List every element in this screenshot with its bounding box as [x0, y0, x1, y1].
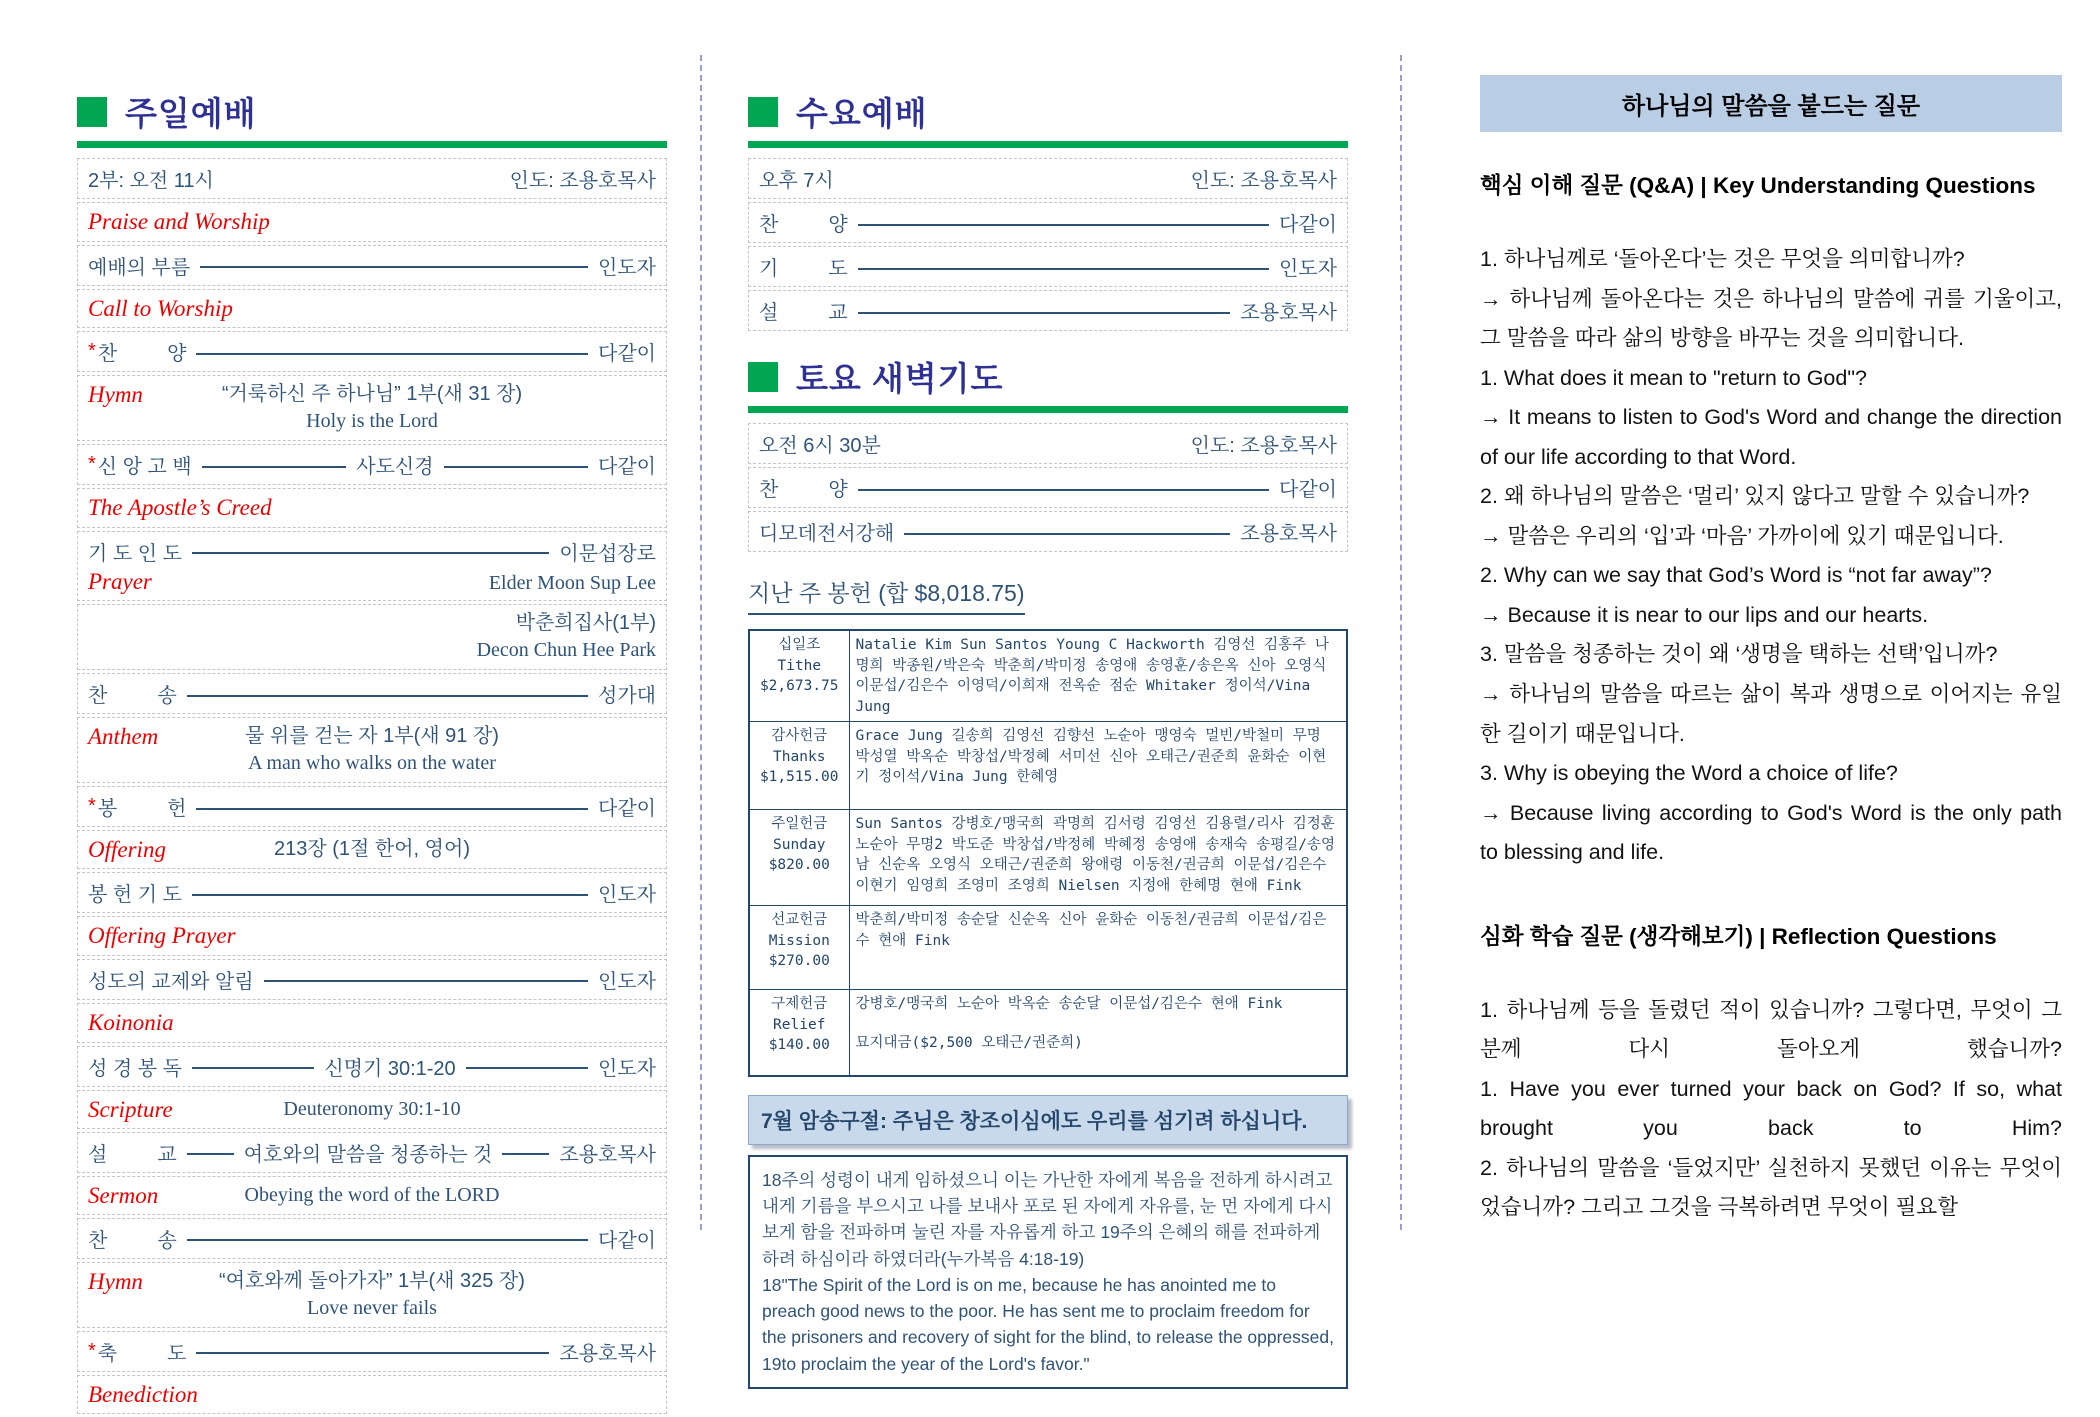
leader-line: [858, 312, 1231, 314]
last-week-offering-heading: 지난 주 봉헌 (합 $8,018.75): [748, 575, 1025, 615]
offering-names: Sun Santos 강병호/맹국희 곽명희 김서령 김영선 김용렬/리사 김정훈 노순아 무명2 박도준 박창섭/박정혜 박혜정 송영애 송재숙 송평길/송영남 신순옥 오영식 오태근/권준희 왕애령 이동천/권금희 이문섭/김은수 이현기 임영희 조영미 조영희 Nielsen 지정애 한혜명 현애 Fink: [855, 816, 1335, 895]
english-label: Offering Prayer: [88, 923, 236, 949]
offering-table-row: [749, 906, 1347, 990]
order-item-person: 다같이: [598, 456, 656, 479]
order-item-label: 봉 헌: [97, 798, 187, 821]
offering-table-row: [749, 630, 1347, 722]
green-underline: [748, 406, 1348, 413]
leader-line: [264, 980, 588, 982]
required-asterisk: *: [88, 1339, 96, 1362]
column-divider-right: [1400, 55, 1402, 1230]
order-item-person: 인도자: [598, 884, 656, 907]
key-understanding-questions: [1480, 240, 2062, 873]
order-item-person: 인도자: [598, 1057, 656, 1080]
order-item-label: 신 앙 고 백: [97, 456, 192, 479]
question-line: → 하나님의 말씀을 따르는 삶이 복과 생명으로 이어지는 유일한 길이기 때문입니다.: [1480, 682, 2062, 746]
required-asterisk: *: [88, 340, 96, 363]
english-label: Call to Worship: [88, 295, 233, 321]
order-row: [77, 1176, 667, 1215]
offering-amount: $1,515.00: [759, 769, 839, 786]
leader-line: [502, 1153, 549, 1155]
order-item-title: 물 위를 걷는 자 1부(새 91 장): [245, 725, 499, 748]
order-item-label: 성 경 봉 독: [88, 1057, 182, 1080]
order-item-person: 다같이: [598, 798, 656, 821]
order-item-label: 찬 양: [759, 214, 848, 236]
leader-line: [200, 266, 588, 268]
offering-type-english: Mission: [768, 932, 830, 949]
column-divider-left: [700, 55, 702, 1230]
order-item-title: “여호와께 돌아가자” 1부(새 325 장): [219, 1269, 525, 1292]
english-label: Benediction: [88, 1381, 198, 1407]
order-item-person: 인도자: [598, 970, 656, 993]
offering-names: Natalie Kim Sun Santos Young C Hackworth 김영선 김홍주 나명희 박종원/박은숙 박춘희/박미정 송영애 송영훈/송은옥 신아 오영식 이문섭/김은수 이영덕/이희재 전옥순 점순 Whitaker 정이석/Vina Jung: [855, 637, 1329, 715]
order-item-person: 조용호목사: [559, 1143, 656, 1166]
memory-verse-box: [748, 1155, 1348, 1389]
order-row: [77, 1090, 667, 1129]
order-item-person: 박춘희집사(1부): [515, 612, 656, 635]
green-square-icon: [748, 362, 778, 392]
order-row-line: [88, 568, 656, 596]
order-item-title: Obeying the word of the LORD: [244, 1183, 500, 1206]
english-label: Hymn: [88, 1268, 143, 1294]
order-item-label: 찬 송: [88, 1229, 177, 1252]
order-row: [77, 872, 667, 913]
english-label: Koinonia: [88, 1009, 174, 1035]
question-line: 2. 하나님의 말씀을 ‘들었지만’ 실천하지 못했던 이유는 무엇이었습니까? 그리고 그것을 극복하려면 무엇이 필요할: [1480, 1155, 2062, 1220]
leader-line: [192, 1067, 314, 1069]
english-label: Praise and Worship: [88, 209, 270, 234]
order-row: [77, 375, 667, 441]
order-row: [748, 467, 1348, 508]
order-item-person: 성가대: [598, 685, 656, 708]
order-item-label: 오후 7시: [759, 170, 834, 192]
order-item-person-english: Elder Moon Sup Lee: [488, 571, 656, 594]
question-line: 1. Have you ever turned your back on God? If so, what brought you back to Him?: [1480, 1076, 2062, 1141]
order-item-person: 다같이: [598, 343, 656, 366]
offering-type-korean: 주일헌금: [771, 816, 828, 833]
order-item-title: “거룩하신 주 하나님” 1부(새 31 장): [221, 383, 523, 406]
question-line: 3. 말씀을 청종하는 것이 왜 ‘생명을 택하는 선택’입니까?: [1480, 642, 1998, 667]
order-row: [77, 916, 667, 956]
leader-line: [192, 894, 588, 896]
order-row-line: [88, 537, 656, 566]
order-item-label: 설 교: [88, 1143, 177, 1166]
sunday-worship-title: 주일예배: [125, 95, 257, 132]
offering-table-row: [749, 722, 1347, 810]
order-item-label: 성도의 교제와 알림: [88, 970, 254, 993]
order-item-label: 예배의 부름: [88, 256, 191, 279]
saturday-dawn-prayer-title: 토요 새벽기도: [796, 360, 1004, 397]
order-row: [77, 488, 667, 528]
wednesday-worship-title: 수요예배: [796, 95, 928, 132]
order-item-label: 기 도: [759, 258, 848, 280]
question-line: 1. What does it mean to "return to God"?: [1480, 365, 1867, 390]
leader-line: [444, 466, 589, 468]
order-row: [77, 531, 667, 602]
offering-type-cell: [749, 906, 849, 990]
saturday-dawn-prayer-order: [748, 423, 1348, 552]
question-line: → Because it is near to our lips and our hearts.: [1480, 602, 1929, 627]
offering-names: 묘지대금($2,500 오태근/권준희): [855, 1034, 1083, 1051]
offering-type-cell: [749, 630, 849, 722]
offering-amount: $140.00: [768, 1037, 830, 1054]
order-row: [748, 158, 1348, 199]
question-line: 2. 왜 하나님의 말씀은 ‘멀리’ 있지 않다고 말할 수 있습니까?: [1480, 484, 2030, 509]
order-item-middle-text: 여호와의 말씀을 청종하는 것: [243, 1143, 493, 1166]
order-row: [77, 158, 667, 199]
order-item-title: 213장 (1절 한어, 영어): [274, 838, 470, 861]
memory-verse-header: 7월 암송구절: 주님은 창조이심에도 우리를 섬기려 하십니다.: [748, 1095, 1348, 1145]
questions-column-header: 하나님의 말씀을 붙드는 질문: [1480, 75, 2062, 132]
offering-type-korean: 선교헌금: [771, 912, 828, 929]
order-item-person: 인도: 조용호목사: [1190, 435, 1337, 457]
english-label: Sermon: [88, 1182, 159, 1208]
order-item-label: 오전 6시 30분: [759, 435, 881, 457]
questions-column: [1480, 75, 2062, 1228]
order-row: [77, 1132, 667, 1173]
order-item-person: 인도자: [598, 256, 656, 279]
sunday-worship-column: [77, 88, 667, 1417]
wednesday-worship-header: [748, 88, 1348, 135]
leader-line: [858, 489, 1269, 491]
offering-type-cell: [749, 990, 849, 1076]
order-item-person: 인도: 조용호목사: [1190, 170, 1337, 192]
order-row: [748, 511, 1348, 552]
offering-amount: $820.00: [768, 857, 830, 874]
offering-type-english: Sunday: [773, 836, 826, 853]
offering-table: [748, 629, 1348, 1077]
offering-type-english: Relief: [773, 1016, 826, 1033]
order-item-person: 인도: 조용호목사: [509, 170, 656, 192]
order-item-label: 축 도: [97, 1342, 187, 1365]
question-line: → Because living according to God's Word is the only path to blessing and life.: [1480, 800, 2062, 865]
offering-table-body: [749, 630, 1347, 1076]
order-row: [77, 1046, 667, 1087]
leader-line: [187, 695, 588, 697]
offering-names-cell: [849, 906, 1347, 990]
offering-type-cell: [749, 722, 849, 810]
offering-table-row: [749, 990, 1347, 1076]
order-item-person: 다같이: [1279, 214, 1337, 236]
order-row: [748, 423, 1348, 464]
order-item-label: 찬 양: [97, 343, 187, 366]
order-row: [77, 604, 667, 670]
order-item-title: Deuteronomy 30:1-10: [283, 1097, 461, 1120]
order-row: [77, 1003, 667, 1043]
order-item-label: 찬 양: [759, 479, 848, 501]
leader-line: [187, 1153, 234, 1155]
leader-line: [196, 808, 588, 810]
order-item-label: 디모데전서강해: [759, 523, 895, 545]
order-item-person: 다같이: [598, 1229, 656, 1252]
middle-column: [748, 88, 1348, 1389]
english-label: The Apostle’s Creed: [88, 495, 272, 521]
order-item-label: 봉 헌 기 도: [88, 884, 182, 907]
memory-verse-english: 18"The Spirit of the Lord is on me, because he has anointed me to preach good news to the poor. He has sent me to proclaim freedom for the prisoners and recovery of sight for the blind, to release the oppressed, 19to proclaim the year of the Lord's favor.": [762, 1274, 1334, 1374]
english-label: Offering: [88, 837, 166, 863]
offering-names-cell: [849, 630, 1347, 722]
order-item-person: 조용호목사: [1240, 302, 1337, 324]
order-row: [748, 202, 1348, 243]
order-item-middle-text: 사도신경: [356, 456, 434, 479]
order-item-person: 조용호목사: [1240, 523, 1337, 545]
offering-type-english: Thanks: [773, 748, 826, 765]
order-item-label: 2부: 오전 11시: [88, 170, 214, 192]
green-underline: [748, 141, 1348, 148]
order-item-person: 인도자: [1279, 258, 1337, 280]
question-line: 3. Why is obeying the Word a choice of life?: [1480, 761, 1898, 786]
leader-line: [858, 268, 1269, 270]
order-item-title: A man who walks on the water: [248, 752, 496, 775]
order-row: [77, 1218, 667, 1259]
order-item-person: 조용호목사: [559, 1342, 656, 1365]
offering-table-row: [749, 810, 1347, 906]
required-asterisk: *: [88, 795, 96, 818]
english-label: Anthem: [88, 724, 159, 750]
order-item-label: 설 교: [759, 302, 848, 324]
order-item-person: 이문섭장로: [559, 542, 656, 565]
offering-type-korean: 감사헌금: [771, 728, 828, 745]
order-item-label: 기 도 인 도: [88, 542, 182, 565]
reflection-heading: 심화 학습 질문 (생각해보기) | Reflection Questions: [1480, 923, 1997, 949]
order-row: [77, 830, 667, 869]
order-row: [77, 202, 667, 242]
order-item-middle-text: 신명기 30:1-20: [324, 1057, 456, 1080]
order-item-title: Holy is the Lord: [306, 410, 438, 433]
sunday-worship-order: [77, 158, 667, 1414]
order-row: [77, 673, 667, 714]
order-row: [77, 289, 667, 329]
offering-names-cell: [849, 722, 1347, 810]
key-understanding-heading: 핵심 이해 질문 (Q&A) | Key Understanding Questions: [1480, 173, 2036, 198]
leader-line: [187, 1239, 588, 1241]
order-row: [748, 290, 1348, 331]
leader-line: [466, 1067, 588, 1069]
question-line: 1. 하나님께로 ‘돌아온다’는 것은 무엇을 의미합니까?: [1480, 247, 1965, 271]
offering-type-english: Tithe: [777, 657, 822, 674]
leader-line: [196, 1352, 549, 1354]
order-row: [77, 1375, 667, 1415]
green-underline: [77, 141, 667, 148]
leader-line: [858, 224, 1269, 226]
order-item-person: 다같이: [1279, 479, 1337, 501]
order-row: [77, 1331, 667, 1372]
question-line: → 하나님께 돌아온다는 것은 하나님의 말씀에 귀를 기울이고, 그 말씀을 따라 삶의 방향을 바꾸는 것을 의미합니다.: [1480, 286, 2062, 351]
leader-line: [196, 353, 588, 355]
offering-type-korean: 십일조: [778, 637, 821, 653]
order-item-title: Love never fails: [307, 1296, 437, 1319]
offering-names-cell: [849, 990, 1347, 1076]
reflection-questions: [1480, 991, 2062, 1228]
offering-names: 강병호/맹국희 노순아 박옥순 송순달 이문섭/김은수 현애 Fink: [855, 996, 1283, 1013]
leader-line: [192, 552, 549, 554]
leader-line: [904, 533, 1230, 535]
offering-names-cell: [849, 810, 1347, 906]
offering-amount: $270.00: [768, 953, 830, 970]
memory-verse-korean: 18주의 성령이 내게 임하셨으니 이는 가난한 자에게 복음을 전하게 하시려고 내게 기름을 부으시고 나를 보내사 포로 된 자에게 자유를, 눈 먼 자에게 다시 보게 함을 전파하며 눌린 자를 자유롭게 하고 19주의 은혜의 해를 전파하게 하려 하심이라 하였더라(누가복음 4:18-19): [762, 1169, 1333, 1269]
english-label: Scripture: [88, 1096, 173, 1122]
order-row: [748, 246, 1348, 287]
order-row: [77, 1262, 667, 1328]
question-line: 1. 하나님께 등을 돌렸던 적이 있습니까? 그렇다면, 무엇이 그 분께 다시 돌아오게 했습니까?: [1480, 997, 2062, 1062]
order-row: [77, 959, 667, 1000]
offering-type-cell: [749, 810, 849, 906]
required-asterisk: *: [88, 453, 96, 476]
saturday-dawn-prayer-header: [748, 353, 1348, 400]
leader-line: [202, 466, 347, 468]
english-label: Prayer: [88, 568, 152, 594]
question-line: 2. Why can we say that God’s Word is “not far away”?: [1480, 563, 1992, 588]
order-row: [77, 786, 667, 827]
order-row: [77, 331, 667, 372]
order-row: [77, 245, 667, 286]
order-row: [77, 717, 667, 783]
offering-amount: $2,673.75: [759, 678, 839, 695]
green-square-icon: [748, 97, 778, 127]
english-label: Hymn: [88, 382, 143, 408]
order-item-person: Decon Chun Hee Park: [476, 639, 656, 662]
offering-type-korean: 구제헌금: [771, 996, 828, 1013]
sunday-worship-header: [77, 88, 667, 135]
offering-names: 박춘희/박미정 송순달 신순옥 신아 윤화순 이동천/권금희 이문섭/김은수 현애 Fink: [855, 912, 1327, 949]
question-line: → It means to listen to God's Word and change the direction of our life according to that Word.: [1480, 405, 2062, 469]
question-line: → 말씀은 우리의 ‘입’과 ‘마음’ 가까이에 있기 때문입니다.: [1480, 523, 2004, 548]
order-row: [77, 444, 667, 485]
wednesday-worship-order: [748, 158, 1348, 331]
green-square-icon: [77, 97, 107, 127]
offering-names: Grace Jung 길송희 김영선 김향선 노순아 맹영숙 멀빈/박철미 무명 박성열 박옥순 박창섭/박정혜 서미선 신아 오태근/권준희 윤화순 이현기 정이석/Vina Jung 한혜영: [855, 728, 1327, 786]
order-item-label: 찬 송: [88, 685, 177, 708]
